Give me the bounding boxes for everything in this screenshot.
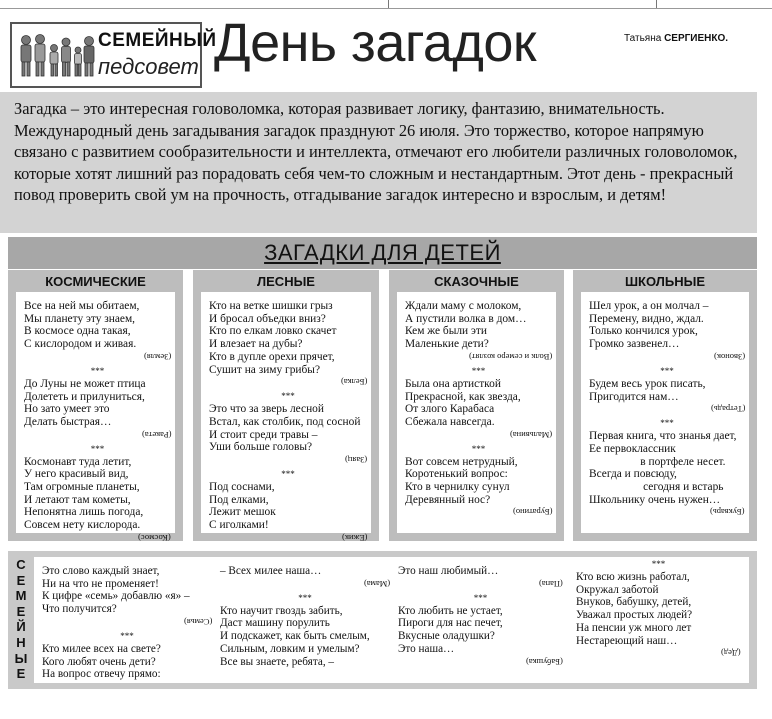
family-illustration-icon — [16, 30, 96, 80]
family-riddles-body — [34, 557, 749, 683]
logo-subtitle: педсовет — [98, 54, 199, 79]
riddle-answer: (Ежик) — [341, 532, 367, 543]
vertical-title-letter: Е — [16, 603, 26, 619]
riddle-text: Это что за зверь лесной Встал, как столбик, под сосной И стоит среди травы – Уши больше головы? — [209, 403, 361, 454]
riddle-answer: (Тетрадь) — [710, 404, 745, 415]
riddle-answer: (Букварь) — [710, 507, 745, 518]
separator-stars: *** — [281, 391, 295, 402]
riddle-text: Под соснами, Под елками, Лежит мешок С иголками! — [209, 481, 276, 532]
family-vertical-title — [12, 557, 30, 682]
separator-stars: *** — [473, 592, 488, 603]
riddle-text: Вот совсем нетрудный, Коротенький вопрос: Кто в чернилку сунул Деревянный нос? — [405, 455, 518, 506]
separator-stars: *** — [660, 365, 674, 376]
riddle-answer: (Бабушка) — [526, 656, 563, 667]
column-heading: КОСМИЧЕСКИЕ — [45, 274, 146, 289]
separator-stars: *** — [120, 630, 134, 641]
top-mark — [656, 0, 657, 8]
riddle-answer: (Ракета) — [141, 429, 171, 440]
page-title: День загадок — [214, 13, 537, 73]
vertical-title-letter: Е — [16, 666, 26, 682]
riddle-answer: (Космос) — [138, 532, 171, 543]
riddle-text: Кто на ветке шишки грыз И бросал объедки вниз? Кто по елкам ловко скачет И влезает на дубы? Кто в дупле орехи прячет, Сушит на зиму грибы? — [209, 300, 337, 376]
riddle-column-space — [8, 270, 183, 541]
separator-stars: *** — [298, 592, 312, 603]
riddle-text: До Луны не может птица Долететь и прилуниться, Но зато умеет это Делать быстрая… — [24, 377, 146, 428]
riddle-text: Все на ней мы обитаем, Мы планету эту знаем, В космосе одна такая, С кислородом и живая. — [24, 300, 140, 351]
riddle-text: Космонавт туда летит, У него красивый вид, Там огромные планеты, И летают там кометы, Непонятна лишь погода, Совсем нету кислорода. — [24, 455, 144, 532]
riddle-answer: (Семья) — [183, 616, 212, 627]
column-body — [16, 292, 175, 543]
column-heading: СКАЗОЧНЫЕ — [434, 274, 519, 289]
riddle-answer: (Папа) — [539, 578, 563, 589]
riddle-text: Будем весь урок писать, Пригодится нам… — [589, 377, 706, 403]
rubric-logo — [10, 22, 217, 88]
separator-stars: *** — [660, 418, 674, 429]
riddle-text: Это наш любимый… — [398, 565, 499, 577]
column-body — [201, 292, 371, 543]
vertical-title-letter: С — [16, 557, 26, 572]
riddle-column-school — [573, 270, 757, 541]
riddle-answer: (Волк и семеро козлят) — [468, 351, 552, 362]
section-title: ЗАГАДКИ ДЛЯ ДЕТЕЙ — [264, 240, 501, 265]
top-rule — [0, 8, 772, 9]
author-last-name: СЕРГИЕНКО. — [664, 33, 729, 44]
riddle-answer: (Звонок) — [713, 351, 745, 362]
separator-stars: *** — [90, 365, 105, 376]
column-heading: ЛЕСНЫЕ — [257, 274, 315, 289]
riddle-text: Кто милее всех на свете? Кого любят очень дети? На вопрос отвечу прямо: — [42, 642, 161, 681]
column-body — [581, 292, 749, 533]
intro-text: Загадка – это интересная головоломка, которая развивает логику, фантазию, внимательность. Международный день загадывания загадок празднуют 26 июля. Это торжество, которое напрямую связано с развитием сообразительности и интеллекта, отмечают его любители различных головоломок, которые хотят лишний раз порадовать себя чем-то сложным и нестандартным. Этот день - прекрасный повод проверить свой ум на прочность, отгадывание загадок интересно и взрослым, и детям! — [14, 99, 738, 204]
separator-stars: *** — [90, 443, 105, 454]
column-heading: ШКОЛЬНЫЕ — [624, 274, 706, 289]
family-riddles-block — [8, 551, 757, 689]
vertical-title-letter: Н — [16, 634, 26, 650]
section-header — [8, 237, 757, 269]
riddle-column-forest — [193, 270, 379, 541]
vertical-title-letter: Й — [16, 619, 26, 635]
riddle-answer: (Буратино) — [512, 507, 552, 518]
riddle-answer: (Белка) — [340, 377, 367, 388]
riddle-text: Ждали маму с молоком, А пустили волка в дом… Кем же были эти Маленькие дети? — [405, 300, 527, 351]
separator-stars: *** — [651, 559, 666, 569]
intro-block — [0, 92, 757, 233]
author-byline — [624, 33, 728, 44]
top-mark — [388, 0, 389, 8]
riddle-text: Кто всю жизнь работал, Окружал заботой Внуков, бабушку, детей, Уважал простых людей? На пенсии уж много лет Нестареющий наш… — [576, 571, 693, 647]
riddle-text: Первая книга, что знанья дает, Ее первоклассник в портфеле несет. Всегда и повсюду, сегодня и встарь Школьнику очень нужен… — [589, 430, 737, 506]
riddle-text: Шел урок, а он молчал – Перемену, видно, ждал. Только кончился урок, Громко зазвенел… — [589, 300, 709, 351]
vertical-title-letter: М — [15, 588, 27, 604]
riddle-text: Кто научит гвоздь забить, Даст машину порулить И подскажет, как быть смелым, Сильным, ловким и умелым? Все вы знаете, ребята, – — [220, 604, 370, 668]
riddle-answer: (Мальвина) — [509, 429, 552, 440]
riddle-text: Кто любить не устает, Пироги для нас печет, Вкусные оладушки? Это наша… — [398, 604, 503, 655]
riddle-text: Это слово каждый знает, Ни на что не променяет! К цифре «семь» добавлю «я» – Что получится? — [42, 565, 190, 616]
separator-stars: *** — [471, 365, 486, 376]
riddle-answer: (Дед) — [721, 648, 741, 659]
author-first-name: Татьяна — [624, 33, 662, 44]
riddle-answer: (Заяц) — [344, 455, 367, 466]
riddle-text: Была она артисткой Прекрасной, как звезда, От злого Карабаса Сбежала навсегда. — [405, 377, 521, 428]
column-body — [397, 292, 556, 533]
riddle-answer: (Земля) — [143, 351, 171, 362]
separator-stars: *** — [281, 469, 295, 480]
riddle-text: – Всех милее наша… — [220, 565, 322, 577]
separator-stars: *** — [471, 443, 486, 454]
logo-title: СЕМЕЙНЫЙ — [98, 30, 217, 51]
vertical-title-letter: Ы — [14, 650, 28, 666]
riddle-column-fairytale — [389, 270, 564, 541]
riddle-answer: (Мама) — [363, 578, 390, 589]
vertical-title-letter: Е — [16, 572, 26, 588]
